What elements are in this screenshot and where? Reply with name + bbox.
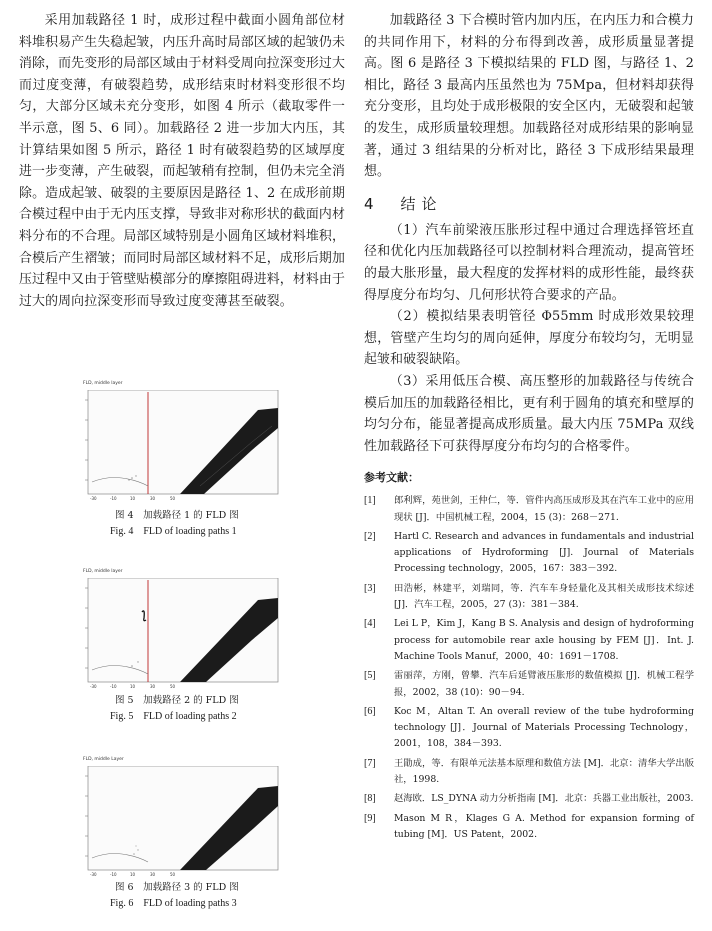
svg-text:30: 30 xyxy=(150,496,156,501)
body-paragraph: 加载路径 3 下合模时管内加内压，在内压力和合模力的共同作用下，材料的分布得到改善，成形质量显著提高。图 6 是路径 3 下模拟结果的 FLD 图，与路径 1、2 相比，路径 3 最高内压虽然也为 75Mpa，但材料却获得充分变形，且均处于成形极限的安全区内，无破裂和起皱的发生，成形质量较理想。加载路径对成形结果的影响显著，通过 3 组结果的分析对比，路径 3 下成形结果最理想。 xyxy=(364,13,694,180)
plot-title: FLD, middle layer xyxy=(83,381,123,386)
svg-text:-10: -10 xyxy=(110,872,117,877)
reference-text: Hartl C. Research and advances in fundamentals and industrial applications of Hydroforming [J]. Journal of Materials Processing technology，2005，167：383－392. xyxy=(394,530,694,575)
reference-item xyxy=(364,581,694,614)
svg-text:10: 10 xyxy=(130,872,136,877)
reference-item xyxy=(364,529,694,578)
reference-text: Lei L P，Kim J，Kang B S. Analysis and design of hydroforming process for automobile rear axle housing by FEM [J]．Int. J. Machine Tools Manuf，2000，40：1691－1708. xyxy=(394,618,694,662)
fld-plot-svg xyxy=(82,578,282,696)
references-title: 参考文献： xyxy=(364,471,419,485)
reference-text: 赵海欧．LS_DYNA 动力分析指南 [M]．北京：兵器工业出版社，2003. xyxy=(394,793,694,805)
caption-zh: 图 6 加载路径 3 的 FLD 图 xyxy=(115,882,239,893)
fld-plot xyxy=(82,757,282,884)
section-title: 4 结论 xyxy=(364,194,443,213)
fld-plot xyxy=(82,381,282,508)
svg-text:10: 10 xyxy=(130,684,136,689)
reference-item xyxy=(364,493,694,526)
svg-text:50: 50 xyxy=(170,872,176,877)
reference-item xyxy=(364,668,694,701)
caption-en: Fig. 5 FLD of loading paths 2 xyxy=(110,711,237,722)
svg-text:50: 50 xyxy=(170,496,176,501)
svg-text:-30: -30 xyxy=(90,684,97,689)
plot-title: FLD, middle layer xyxy=(83,569,123,574)
svg-text:10: 10 xyxy=(130,496,136,501)
figure-5 xyxy=(19,568,345,733)
conclusion-paragraph: （2）模拟结果表明管径 Φ55mm 时成形效果较理想，管壁产生均匀的周向延伸，厚度分布较均匀，无明显起皱和破裂缺陷。 xyxy=(364,309,694,368)
figure-caption xyxy=(19,880,345,912)
reference-list xyxy=(364,493,694,843)
figure-caption xyxy=(19,508,345,540)
svg-text:30: 30 xyxy=(150,872,156,877)
reference-item xyxy=(364,704,694,753)
reference-number: [1] xyxy=(364,495,376,507)
reference-number: [5] xyxy=(364,670,376,682)
caption-en: Fig. 6 FLD of loading paths 3 xyxy=(110,898,237,909)
caption-zh: 图 5 加载路径 2 的 FLD 图 xyxy=(115,695,239,706)
svg-text:-10: -10 xyxy=(110,496,117,501)
right-column xyxy=(364,10,694,846)
conclusion-paragraph: （3）采用低压合模、高压整形的加载路径与传统合模后加压的加载路径相比，更有利于圆角的填充和壁厚的均匀分布，能显著提高成形质量。最大内压 75MPa 双线性加载路径下可获得厚度分布均匀的合格零件。 xyxy=(364,373,694,454)
plot-title: FLD, middle Layer xyxy=(83,757,124,762)
figure-caption xyxy=(19,693,345,725)
svg-text:-10: -10 xyxy=(110,684,117,689)
reference-number: [9] xyxy=(364,812,376,824)
svg-text:-30: -30 xyxy=(90,872,97,877)
reference-item xyxy=(364,811,694,844)
figure-6 xyxy=(19,756,345,926)
caption-zh: 图 4 加载路径 1 的 FLD 图 xyxy=(115,510,239,521)
caption-en: Fig. 4 FLD of loading paths 1 xyxy=(110,526,237,537)
reference-number: [4] xyxy=(364,618,376,630)
svg-text:-30: -30 xyxy=(90,496,97,501)
body-paragraph: 采用加载路径 1 时，成形过程中截面小圆角部位材料堆积易产生失稳起皱，内压升高时局部区域的起皱仍未消除，而先变形的局部区域由于材料受周向拉深变形过大而过度变薄，有破裂趋势，成形结束时材料变形很不均匀，大部分区域未充分变形，如图 4 所示（截取零件一半示意，图 5、6 同）。加载路径 2 进一步加大内压，其计算结果如图 5 所示，路径 1 时有破裂趋势的区域厚度进一步变薄，产生破裂，而起皱稍有控制，但仍未完全消除。造成起皱、破裂的主要原因是路径 1、2 在成形前期合模过程中由于无内压支撑，导致非对称形状的截面内材料分布的不合理。局部区域特别是小圆角区域材料堆积，合模后产生褶皱；而同时局部区域材料不足，成形后期加压过程中又由于管壁贴模部分的摩擦阻碍进料，材料由于过大的周向拉深变形而导致过度变薄甚至破裂。 xyxy=(19,13,346,309)
reference-number: [3] xyxy=(364,582,376,594)
svg-text:50: 50 xyxy=(170,684,176,689)
reference-text: 王勖成，等．有限单元法基本原理和数值方法 [M]．北京：清华大学出版社，1998. xyxy=(394,757,694,786)
reference-number: [8] xyxy=(364,793,376,805)
svg-text:30: 30 xyxy=(150,684,156,689)
reference-item xyxy=(364,756,694,789)
reference-number: [6] xyxy=(364,705,376,717)
reference-text: 雷丽萍，方刚，曾攀．汽车后延臂液压胀形的数值模拟 [J]．机械工程学报，2002，38 (10)：90－94. xyxy=(394,670,694,698)
conclusion-paragraph: （1）汽车前梁液压胀形过程中通过合理选择管坯直径和优化内压加载路径可以控制材料合理流动，提高管坯的最大胀形量，最大程度的发挥材料的成形性能，最终获得厚度分布均匀、几何形状符合要求的产品。 xyxy=(364,222,694,303)
reference-item xyxy=(364,616,694,665)
reference-number: [7] xyxy=(364,757,376,769)
reference-number: [2] xyxy=(364,530,376,542)
figure-4 xyxy=(19,378,345,538)
fld-plot xyxy=(82,569,282,696)
reference-text: 田浩彬，林建平，刘瑞同，等．汽车车身轻量化及其相关成形技术综述 [J]．汽车工程，2005，27 (3)：381－384. xyxy=(394,582,694,611)
reference-text: 郎利辉，苑世剑，王仲仁，等．管件内高压成形及其在汽车工业中的应用现状 [J]．中国机械工程，2004，15 (3)：268－271. xyxy=(394,495,694,523)
reference-item xyxy=(364,791,694,807)
fld-plot-svg xyxy=(82,390,282,508)
left-column xyxy=(19,10,345,312)
reference-text: Mason M R，Klages G A. Method for expansion forming of tubing [M]．US Patent，2002. xyxy=(394,812,694,840)
fld-plot-svg xyxy=(82,766,282,884)
reference-text: Koc M，Altan T. An overall review of the tube hydroforming technology [J]．Journal of Materials Processing Technology，2001，108，384－393. xyxy=(394,705,694,750)
